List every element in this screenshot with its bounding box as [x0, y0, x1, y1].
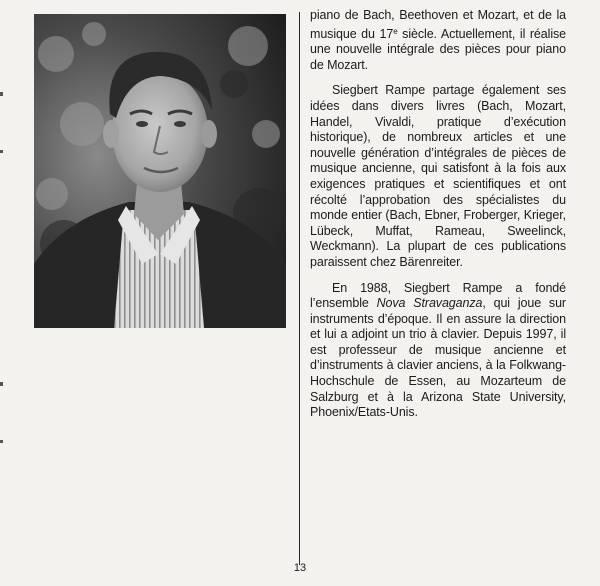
superscript-e: e	[393, 26, 398, 36]
scan-edge-mark	[0, 440, 3, 443]
scan-edge-mark	[0, 382, 3, 386]
ensemble-name: Nova Stravaganza	[376, 296, 483, 311]
biography-text-column	[310, 8, 566, 421]
paragraph-3	[310, 281, 566, 421]
scan-edge-mark	[0, 150, 3, 153]
column-rule	[299, 12, 300, 565]
paragraph-3-text-cont: , qui joue sur instruments d’époque. Il en assure la direction et lui a adjoint un trio à clavier. Depuis 1997, il est professeur de musique ancienne et d’instruments à clavier anciens, à la Folkwang-Hochschule de Essen, au Mozarteum de Salzburg et à la Arizona State University, Phoenix/Etats-Unis.	[310, 296, 566, 420]
paragraph-3-text: En 1988, Siegbert Rampe a fondé l’ensemble	[310, 280, 566, 311]
page-number: 13	[293, 562, 307, 574]
portrait-photo	[34, 14, 286, 328]
paragraph-1-text: piano de Bach, Beethoven et Mozart, et de la musique du 17	[310, 8, 566, 41]
paragraph-1	[310, 8, 566, 73]
paragraph-1-text-cont: siècle. Actuellement, il réalise une nouvelle intégrale des pièces pour piano de Mozart.	[310, 26, 566, 72]
paragraph-2: Siegbert Rampe partage également ses idées dans divers livres (Bach, Mozart, Handel, Vivaldi, pratique d’exécution historique), de nombreux articles et une nouvelle génération d’intégrales de pièces de musique ancienne, qui satisfont à la fois aux exigences pratiques et scientifiques et ont récolté l’approbation des spécialistes du monde entier (Bach, Ebner, Froberger, Krieger, Lübeck, Muffat, Rameau, Sweelinck, Weckmann). La plupart de ces publications paraissent chez Bärenreiter.	[310, 83, 566, 269]
scan-edge-mark	[0, 92, 3, 96]
